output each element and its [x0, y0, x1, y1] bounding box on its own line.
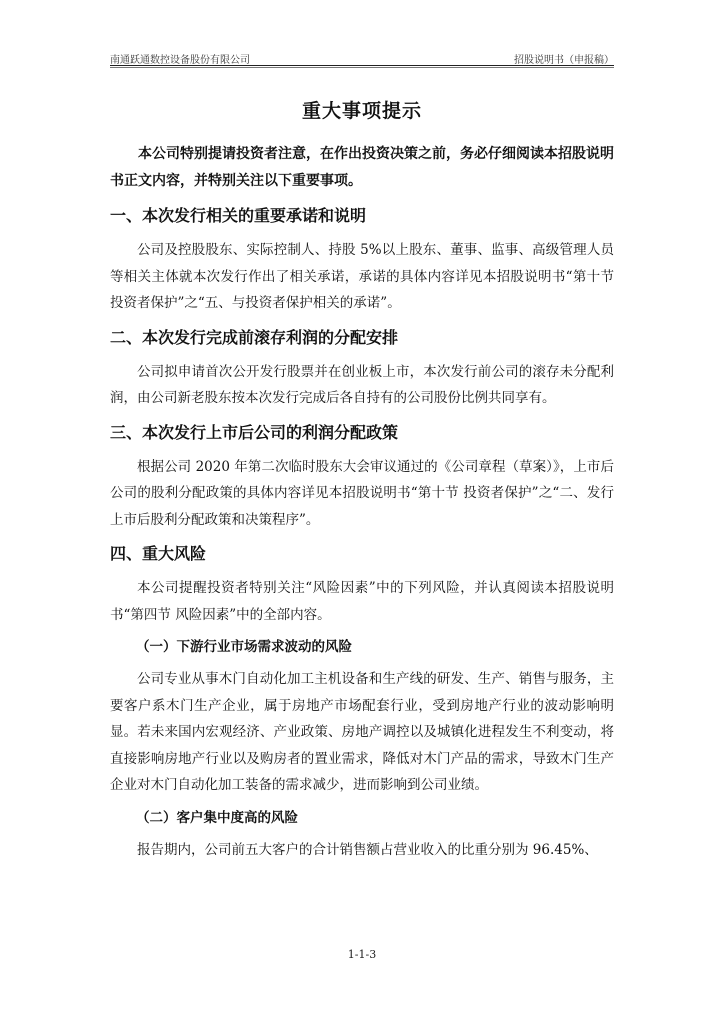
section-heading-4: 四、重大风险 [110, 544, 207, 563]
header-divider [110, 65, 614, 66]
page-number: 1-1-3 [347, 948, 377, 961]
subsection-heading-2: （二）客户集中度高的风险 [136, 809, 298, 826]
section-paragraph-2: 公司拟申请首次公开发行股票并在创业板上市，本次发行前公司的滚存未分配利润，由公司新老股东按本次发行完成后各自持有的公司股份比例共同享有。 [110, 363, 614, 406]
section-paragraph-1: 公司及控股股东、实际控制人、持股 5%以上股东、董事、监事、高级管理人员等相关主体就本次发行作出了相关承诺，承诺的具体内容详见本招股说明书“第十节 投资者保护”之“五、与投资者保护相关的承诺”。 [110, 242, 614, 311]
main-content [110, 96, 614, 867]
page-title: 重大事项提示 [301, 100, 422, 122]
header-document-type: 招股说明书（申报稿） [514, 55, 614, 66]
section-paragraph-3: 根据公司 2020 年第二次临时股东大会审议通过的《公司章程（草案）》，上市后公司的股利分配政策的具体内容详见本招股说明书“第十节 投资者保护”之“二、发行上市后股利分配政策和决策程序”。 [110, 458, 614, 528]
subsection-paragraph-1: 公司专业从事木门自动化加工主机设备和生产线的研发、生产、销售与服务，主要客户系木门生产企业，属于房地产市场配套行业，受到房地产行业的波动影响明显。若未来国内宏观经济、产业政策、房地产调控以及城镇化进程发生不利变动，将直接影响房地产行业以及购房者的置业需求，降低对木门产品的需求，导致木门生产企业对木门自动化加工装备的需求减少，进而影响到公司业绩。 [110, 671, 614, 793]
section-heading-3: 三、本次发行上市后公司的利润分配政策 [110, 422, 399, 442]
page-header [110, 47, 614, 67]
header-company-name: 南通跃通数控设备股份有限公司 [110, 55, 250, 66]
section-heading-1: 一、本次发行相关的重要承诺和说明 [110, 206, 367, 225]
intro-paragraph: 本公司特别提请投资者注意，在作出投资决策之前，务必仔细阅读本招股说明书正文内容，并特别关注以下重要事项。 [110, 146, 614, 189]
subsection-heading-1: （一）下游行业市场需求波动的风险 [136, 639, 352, 655]
header-divider-thin [110, 67, 614, 68]
section-heading-2: 二、本次发行完成前滚存利润的分配安排 [110, 327, 399, 347]
section-paragraph-4: 本公司提醒投资者特别关注“风险因素”中的下列风险，并认真阅读本招股说明书“第四节 风险因素”中的全部内容。 [110, 580, 614, 623]
subsection-paragraph-2: 报告期内，公司前五大客户的合计销售额占营业收入的比重分别为 96.45%、 [137, 841, 598, 858]
